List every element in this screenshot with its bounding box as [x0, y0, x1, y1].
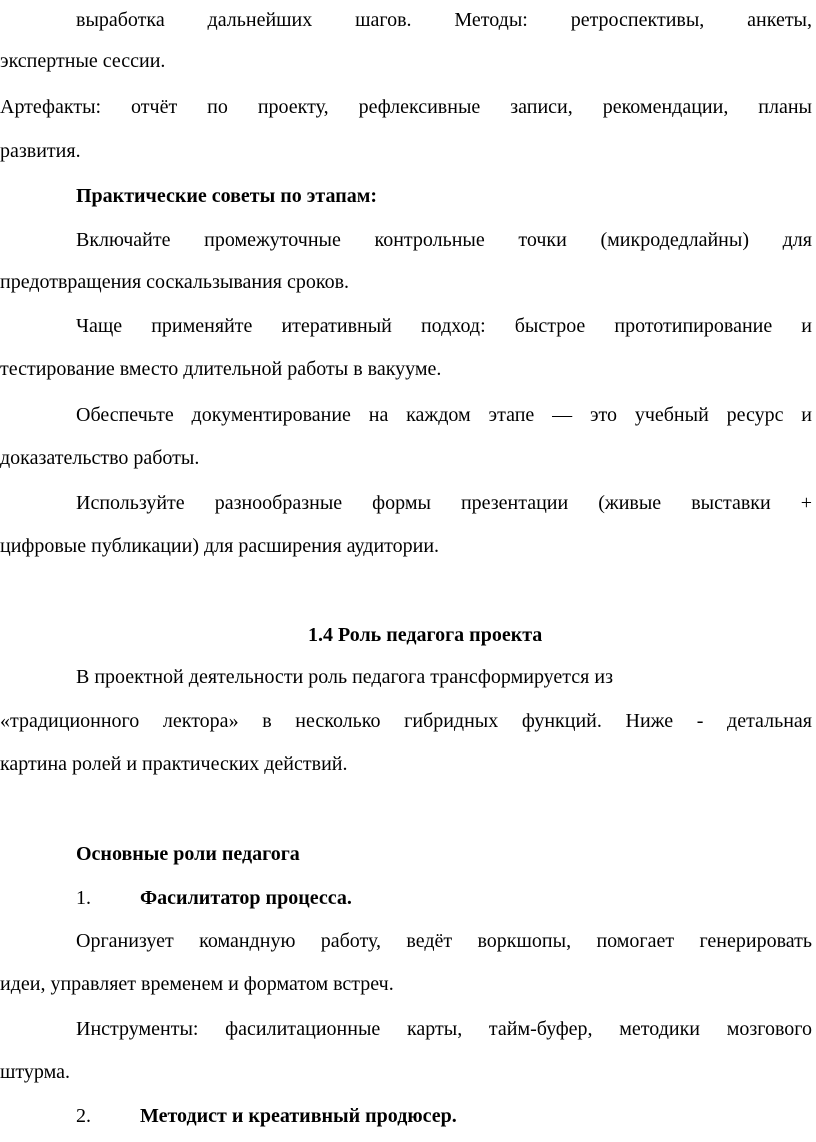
paragraph-line: Чаще применяйте итеративный подход: быстрое прототипирование и	[76, 315, 812, 337]
paragraph-line: тестирование вместо длительной работы в вакууме.	[0, 358, 442, 380]
paragraph-line: Используйте разнообразные формы презентации (живые выставки +	[76, 492, 812, 514]
paragraph-line: Артефакты: отчёт по проекту, рефлексивные записи, рекомендации, планы	[0, 96, 812, 118]
section-subheading: Практические советы по этапам:	[76, 185, 378, 207]
section-title: 1.4 Роль педагога проекта	[308, 624, 543, 646]
paragraph-line: экспертные сессии.	[0, 50, 166, 72]
paragraph-line: предотвращения соскальзывания сроков.	[0, 271, 350, 293]
paragraph-line: Инструменты: фасилитационные карты, тайм-буфер, методики мозгового	[76, 1018, 812, 1040]
list-item-title: Методист и креативный продюсер.	[140, 1105, 457, 1127]
paragraph-line: цифровые публикации) для расширения аудитории.	[0, 535, 440, 557]
paragraph-line: Обеспечьте документирование на каждом этапе — это учебный ресурс и	[76, 404, 812, 426]
paragraph-line: картина ролей и практических действий.	[0, 753, 348, 775]
list-item-title: Фасилитатор процесса.	[140, 887, 352, 909]
paragraph-line: выработка дальнейших шагов. Методы: ретроспективы, анкеты,	[76, 9, 812, 31]
paragraph-line: «традиционного лектора» в несколько гибридных функций. Ниже - детальная	[0, 710, 812, 732]
paragraph-line: Включайте промежуточные контрольные точки (микродедлайны) для	[76, 229, 812, 251]
paragraph-line: штурма.	[0, 1061, 70, 1083]
paragraph-line: доказательство работы.	[0, 447, 200, 469]
paragraph-line: В проектной деятельности роль педагога трансформируется из	[76, 666, 613, 688]
paragraph-line: Организует командную работу, ведёт воркшопы, помогает генерировать	[76, 930, 812, 952]
paragraph-line: развития.	[0, 140, 81, 162]
section-subheading: Основные роли педагога	[76, 843, 300, 865]
list-number: 1.	[76, 887, 91, 909]
list-number: 2.	[76, 1105, 91, 1127]
paragraph-line: идеи, управляет временем и форматом встреч.	[0, 973, 394, 995]
